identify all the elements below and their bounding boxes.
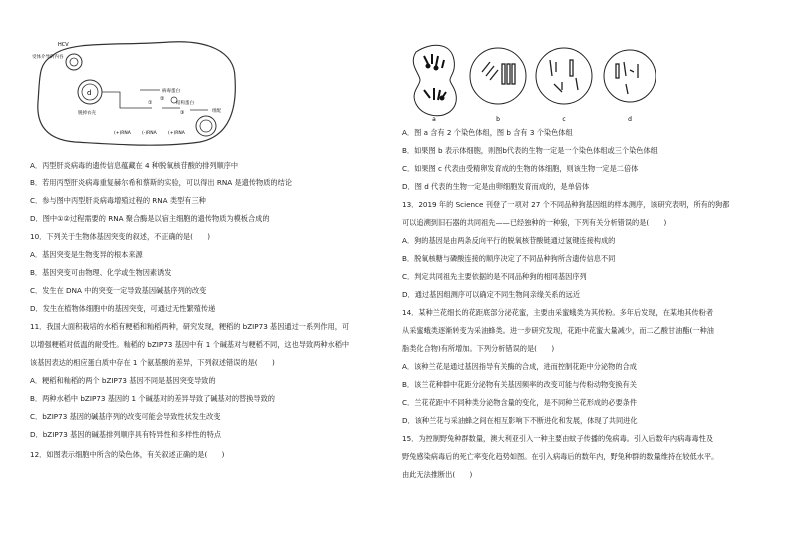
q11-stem-line2: 以增强粳稻对低温的耐受性。籼稻的 bZIP73 基因中有 1 个碱基对与粳稻不同，这也导致两种水稻中 xyxy=(30,340,350,349)
q12-option-d: D．图 d 代表的生物一定是由卵细胞发育而成的，是单倍体 xyxy=(402,182,590,191)
step1-label: ① xyxy=(148,100,153,106)
receptor-label: 受体介导的内吞 xyxy=(32,55,64,60)
q12-option-b: B．如果图 b 表示体细胞，则图b代表的生物一定是一个染色体组或三个染色体组 xyxy=(402,146,658,155)
q13-option-d: D．通过基因组测序可以确定不同生物间亲缘关系的远近 xyxy=(402,290,581,299)
chromosomes-d xyxy=(616,62,638,94)
q15-stem-line3: 由此无法推断出( ) xyxy=(402,470,473,479)
figure-label-d: d xyxy=(628,116,632,122)
q15-stem-line2: 野兔感染病毒后的死亡率变化趋势如图。在引入病毒后的数年内，野兔种群的数量维持在较低水平。 xyxy=(402,452,719,461)
q10-option-a: A．基因突变是生物变异的根本来源 xyxy=(30,250,143,259)
chromosomes-b xyxy=(482,62,515,84)
q12-stem: 12．如图表示细胞中所含的染色体，有关叙述正确的是( ) xyxy=(30,450,225,459)
figure-label-c: c xyxy=(562,116,566,122)
q9-option-d: D．图中①②过程需要的 RNA 聚合酶是以宿主细胞的遗传物质为模板合成的 xyxy=(30,214,270,223)
chromosomes-c xyxy=(550,60,578,92)
q11-stem-line1: 11．我国大面积栽培的水稻有粳稻和籼稻两种，研究发现，粳稻的 bZIP73 基因通过一系列作用，可 xyxy=(30,322,350,331)
q10-option-b: B．基因突变可由物理、化学或生物因素诱发 xyxy=(30,268,172,277)
q11-option-b: B．两种水稻中 bZIP73 基因的 1 个碱基对的差异导致了碱基对的替换导致的 xyxy=(30,394,275,403)
structural-protein-label: 结构蛋白 xyxy=(176,101,194,106)
uncoating-label: 脱掉衣壳 xyxy=(78,111,96,116)
q14-option-c: C．兰花花距中不同种类分泌物含量的变化，是不同种兰花形成的必要条件 xyxy=(402,398,638,407)
rna3-label: (+)RNA xyxy=(168,131,185,136)
q13-option-a: A．狗的基因是由两条反向平行的脱氧核苷酸链通过氢键连接构成的 xyxy=(402,236,616,245)
q15-stem-line1: 15．为控制野兔种群数量，澳大利亚引入一种主要由蚊子传播的兔病毒。引入后数年内病毒毒性及 xyxy=(402,434,714,443)
q13-stem-line1: 13．2019 年的 Science 刊登了一项对 27 个不同品种狗基因组的样本测序，该研究表明，所有的狗都 xyxy=(402,200,730,209)
virus-protein-label: 病毒蛋白 xyxy=(162,89,180,94)
chromosome-figure xyxy=(406,42,656,122)
q9-option-c: C．参与图中丙型肝炎病毒增殖过程的 RNA 类型有三种 xyxy=(30,196,206,205)
q9-option-a: A．丙型肝炎病毒的遗传信息蕴藏在 4 种脱氧核苷酸的排列顺序中 xyxy=(30,161,239,170)
nucleus-letter: d xyxy=(87,89,92,97)
q14-stem-line1: 14．某种兰花细长的花距底部分泌花蜜，主要由采蜜蛾类为其传粉。多年后发现，在某地其传粉者 xyxy=(402,308,714,317)
q10-option-c: C．发生在 DNA 中的突变一定导致基因碱基序列的改变 xyxy=(30,286,207,295)
hcv-label: HCV xyxy=(58,42,69,48)
figure-label-a: a xyxy=(432,116,436,122)
q14-stem-line2: 从采蜜蛾类逐渐转变为采油蜂类。进一步研究发现，花距中花蜜大量减少，而二乙酸甘油酯(一种油 xyxy=(402,326,714,335)
q11-stem-line3: 该基因表达的相应蛋白质中存在 1 个氨基酸的差异，下列叙述错误的是( ) xyxy=(30,358,275,367)
q13-stem-line2: 可以追溯到旧石器的共同祖先——已经独种的一种狼，下列有关分析错误的是( ) xyxy=(402,218,667,227)
step3-label: ③ xyxy=(180,110,185,116)
q13-option-c: C．判定共同祖先主要依据的是不同品种狗的相同基因序列 xyxy=(402,272,587,281)
q12-option-c: C．如果图 c 代表由受精卵发育成的生物的体细胞，则该生物一定是二倍体 xyxy=(402,164,639,173)
q14-stem-line3: 脂类化合物)有所增加。下列分析错误的是( ) xyxy=(402,344,555,353)
q9-option-b: B．若用丙型肝炎病毒重复赫尔希和蔡斯的实验，可以得出 RNA 是遗传物质的结论 xyxy=(30,178,292,187)
q14-option-a: A．该种兰花是通过基因指导有关酶的合成，进而控制花距中分泌物的合成 xyxy=(402,362,637,371)
q13-option-b: B．脱氧核糖与磷酸连接的顺序决定了不同品种狗所含遗传信息不同 xyxy=(402,254,616,263)
q11-option-a: A．粳稻和籼稻的两个 bZIP73 基因不同是基因突变导致的 xyxy=(30,376,216,385)
q12-option-a: A．图 a 含有 2 个染色体组，图 b 含有 3 个染色体组 xyxy=(402,128,573,137)
q10-stem: 10．下列关于生物体基因突变的叙述，不正确的是( ) xyxy=(30,232,211,241)
hcv-life-cycle-figure xyxy=(30,38,245,148)
q14-option-d: D．该种兰花与采油蜂之间在相互影响下不断进化和发展，体现了共同进化 xyxy=(402,416,638,425)
q11-option-c: C．bZIP73 基因的碱基序列的改变可能会导致性状发生改变 xyxy=(30,412,221,421)
q14-option-b: B．该兰花种群中花距分泌物有关基因频率的改变可能与传粉动物变换有关 xyxy=(402,380,637,389)
q10-option-d: D．发生在植物体细胞中的基因突变，可通过无性繁殖传递 xyxy=(30,304,216,313)
step2-label: ② xyxy=(160,96,165,102)
figure-label-b: b xyxy=(496,116,500,122)
chromosomes-a xyxy=(424,54,446,100)
q11-option-d: D．bZIP73 基因的碱基排列顺序具有特异性和多样性的特点 xyxy=(30,430,222,439)
rna1-label: (+)RNA xyxy=(114,131,131,136)
assembly-label: 组配 xyxy=(212,109,221,114)
rna2-label: (-)RNA xyxy=(142,131,157,136)
